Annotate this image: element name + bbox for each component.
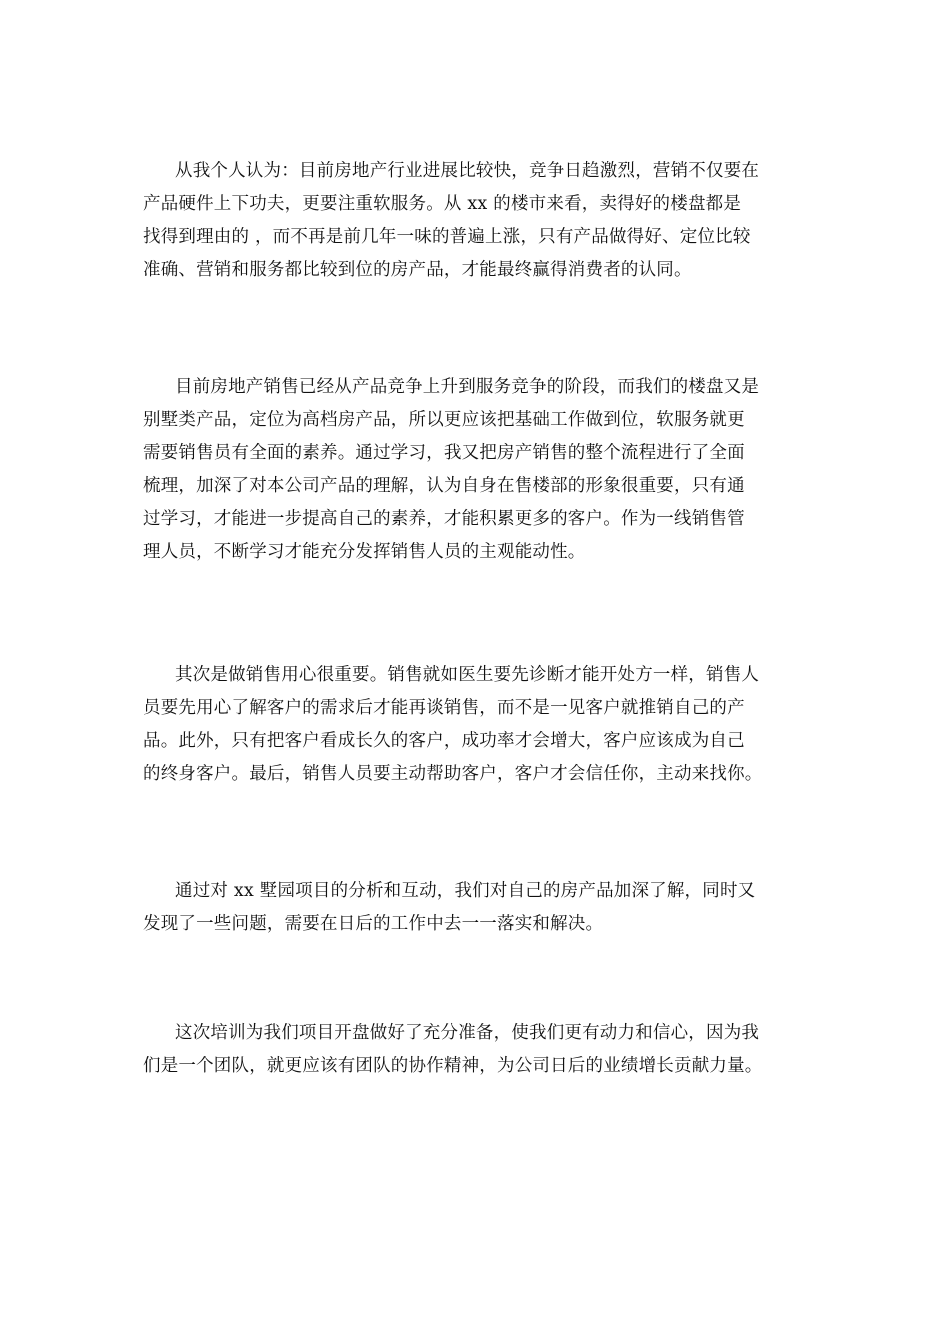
paragraph-line: 找得到理由的 ，而不再是前几年一味的普遍上涨，只有产品做得好、定位比较 xyxy=(143,227,751,247)
paragraph-3 xyxy=(143,659,809,791)
paragraph-line: 理人员，不断学习才能充分发挥销售人员的主观能动性。 xyxy=(143,542,586,562)
paragraph-line: 从我个人认为：目前房地产行业进展比较快，竞争日趋激烈，营销不仅要在 xyxy=(175,161,760,181)
paragraph-5 xyxy=(143,1017,809,1083)
paragraph-line: 其次是做销售用心很重要。销售就如医生要先诊断才能开处方一样，销售人 xyxy=(175,665,760,685)
paragraph-line: 别墅类产品，定位为高档房产品，所以更应该把基础工作做到位，软服务就更 xyxy=(143,410,745,430)
paragraph-line: 品。此外，只有把客户看成长久的客户，成功率才会增大，客户应该成为自己 xyxy=(143,731,745,751)
paragraph-1 xyxy=(143,155,809,287)
paragraph-line: 这次培训为我们项目开盘做好了充分准备，使我们更有动力和信心，因为我 xyxy=(175,1023,760,1043)
paragraph-line: 需要销售员有全面的素养。通过学习，我又把房产销售的整个流程进行了全面 xyxy=(143,443,745,463)
paragraph-line: 目前房地产销售已经从产品竞争上升到服务竞争的阶段，而我们的楼盘又是 xyxy=(175,377,760,397)
paragraph-line: 通过对 xx 墅园项目的分析和互动，我们对自己的房产品加深了解，同时又 xyxy=(175,881,756,901)
paragraph-line: 梳理，加深了对本公司产品的理解，认为自身在售楼部的形象很重要，只有通 xyxy=(143,476,745,496)
paragraph-line: 发现了一些问题，需要在日后的工作中去一一落实和解决。 xyxy=(143,914,604,934)
paragraph-line: 准确、营销和服务都比较到位的房产品，才能最终赢得消费者的认同。 xyxy=(143,260,692,280)
paragraph-4 xyxy=(143,875,809,941)
paragraph-2 xyxy=(143,371,809,569)
paragraph-line: 员要先用心了解客户的需求后才能再谈销售，而不是一见客户就推销自己的产 xyxy=(143,698,745,718)
paragraph-line: 们是一个团队，就更应该有团队的协作精神，为公司日后的业绩增长贡献力量。 xyxy=(143,1056,763,1076)
paragraph-line: 产品硬件上下功夫，更要注重软服务。从 xx 的楼市来看，卖得好的楼盘都是 xyxy=(143,194,742,214)
paragraph-line: 过学习，才能进一步提高自己的素养，才能积累更多的客户。作为一线销售管 xyxy=(143,509,745,529)
paragraph-line: 的终身客户。最后，销售人员要主动帮助客户，客户才会信任你，主动来找你。 xyxy=(143,764,763,784)
